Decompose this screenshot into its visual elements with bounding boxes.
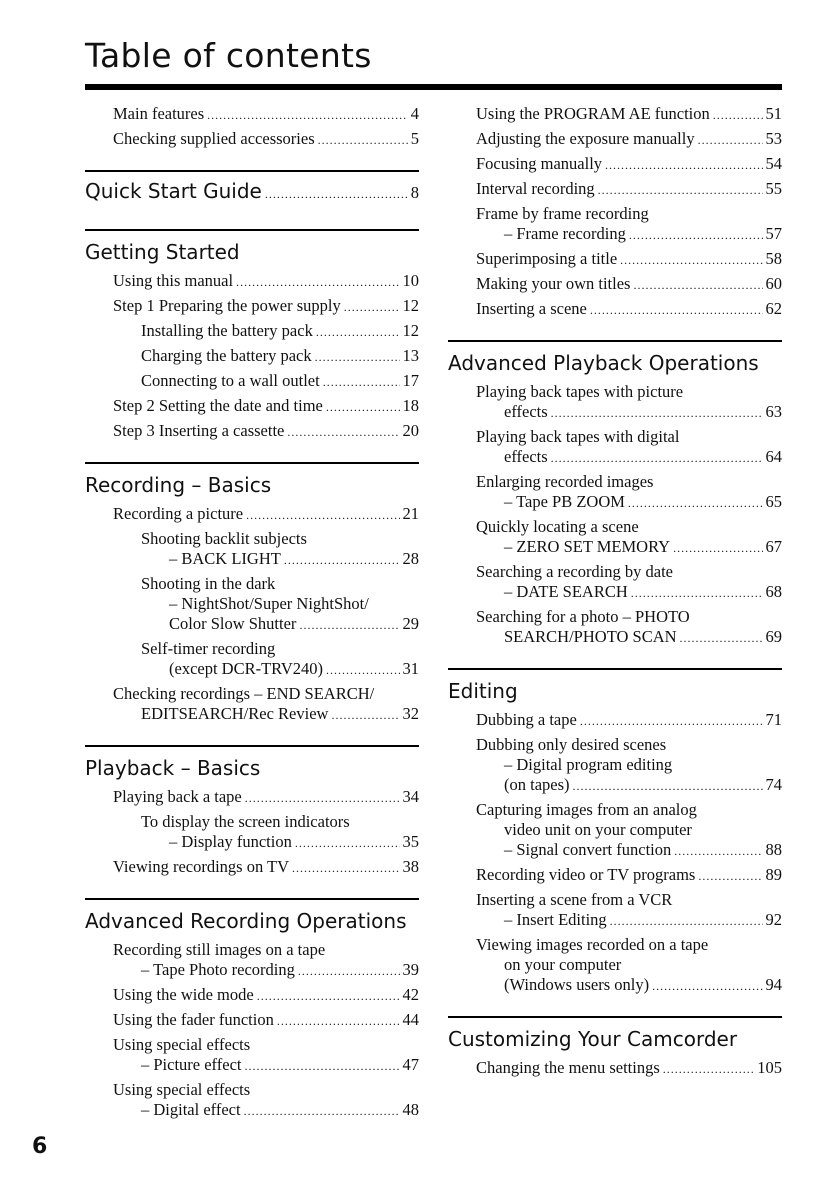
- toc-entry[interactable]: Changing the menu settings ..... 105: [476, 1058, 782, 1079]
- toc-entry[interactable]: Step 1 Preparing the power supply ..... 12: [113, 296, 419, 317]
- section-heading-customizing: Customizing Your Camcorder: [448, 1027, 738, 1051]
- toc-entry[interactable]: Searching a recording by date – DATE SEARCH ..... 68: [476, 562, 782, 603]
- toc-entry[interactable]: Using the fader function ..... 44: [113, 1010, 419, 1031]
- toc-entry[interactable]: Viewing recordings on TV ..... 38: [113, 857, 419, 878]
- toc-right-column: [448, 100, 782, 1079]
- section-heading-playback-basics: Playback – Basics: [85, 756, 261, 780]
- toc-entry[interactable]: Recording still images on a tape – Tape Photo recording ..... 39: [113, 940, 419, 981]
- toc-entry[interactable]: Playing back a tape ..... 34: [113, 787, 419, 808]
- toc-entry[interactable]: Capturing images from an analog video unit on your computer – Signal convert function ..... 88: [476, 800, 782, 861]
- toc-entry[interactable]: Connecting to a wall outlet ..... 17: [141, 371, 419, 392]
- toc-entry[interactable]: Shooting backlit subjects – BACK LIGHT ..... 28: [141, 529, 419, 570]
- toc-left-column: [85, 100, 419, 1121]
- toc-entry[interactable]: Playing back tapes with picture effects ..... 63: [476, 382, 782, 423]
- toc-entry[interactable]: Searching for a photo – PHOTO SEARCH/PHOTO SCAN ..... 69: [476, 607, 782, 648]
- toc-entry[interactable]: Inserting a scene from a VCR – Insert Editing ..... 92: [476, 890, 782, 931]
- section-heading-advanced-playback: Advanced Playback Operations: [448, 351, 759, 375]
- toc-entry[interactable]: Using special effects – Digital effect ..... 48: [113, 1080, 419, 1121]
- toc-entry[interactable]: Installing the battery pack ..... 12: [141, 321, 419, 342]
- toc-entry[interactable]: Playing back tapes with digital effects ..... 64: [476, 427, 782, 468]
- toc-entry[interactable]: Superimposing a title ..... 58: [476, 249, 782, 270]
- section-heading-editing: Editing: [448, 679, 518, 703]
- toc-page-number: 5: [410, 129, 419, 148]
- toc-entry[interactable]: Recording a picture ..... 21: [113, 504, 419, 525]
- toc-entry[interactable]: Adjusting the exposure manually ..... 53: [476, 129, 782, 150]
- section-rule: [85, 229, 419, 231]
- section-rule: [448, 1016, 782, 1018]
- toc-entry[interactable]: Using the PROGRAM AE function ..... 51: [476, 104, 782, 125]
- toc-entry[interactable]: Inserting a scene ..... 62: [476, 299, 782, 320]
- toc-entry-text: Checking supplied accessories: [113, 129, 315, 148]
- toc-entry[interactable]: Self-timer recording (except DCR-TRV240) ..... 31: [141, 639, 419, 680]
- page-title: Table of contents: [85, 36, 372, 75]
- toc-entry[interactable]: Focusing manually ..... 54: [476, 154, 782, 175]
- toc-entry[interactable]: Step 3 Inserting a cassette ..... 20: [113, 421, 419, 442]
- section-heading-getting-started: Getting Started: [85, 240, 240, 264]
- toc-entry[interactable]: Quickly locating a scene – ZERO SET MEMORY ..... 67: [476, 517, 782, 558]
- toc-entry[interactable]: Checking recordings – END SEARCH/ EDITSEARCH/Rec Review ..... 32: [113, 684, 419, 725]
- section-rule: [448, 340, 782, 342]
- toc-entry[interactable]: Interval recording ..... 55: [476, 179, 782, 200]
- toc-entry[interactable]: Viewing images recorded on a tape on your computer (Windows users only) ..... 94: [476, 935, 782, 996]
- section-rule: [85, 745, 419, 747]
- section-rule: [85, 462, 419, 464]
- section-heading-quick-start[interactable]: Quick Start Guide ..... 8: [85, 178, 419, 207]
- toc-entry[interactable]: Using this manual ..... 10: [113, 271, 419, 292]
- toc-entry-text: Main features: [113, 104, 205, 123]
- toc-entry[interactable]: Enlarging recorded images – Tape PB ZOOM ..... 65: [476, 472, 782, 513]
- toc-entry[interactable]: [113, 129, 419, 150]
- toc-entry[interactable]: [113, 104, 419, 125]
- section-heading-recording-basics: Recording – Basics: [85, 473, 272, 497]
- toc-page-number: 4: [410, 104, 419, 123]
- section-rule: [448, 668, 782, 670]
- title-rule: [85, 84, 782, 90]
- page-number: 6: [32, 1134, 48, 1159]
- toc-entry[interactable]: Recording video or TV programs ..... 89: [476, 865, 782, 886]
- toc-entry[interactable]: Using special effects – Picture effect ..... 47: [113, 1035, 419, 1076]
- toc-entry[interactable]: Dubbing a tape ..... 71: [476, 710, 782, 731]
- toc-entry[interactable]: Charging the battery pack ..... 13: [141, 346, 419, 367]
- toc-entry[interactable]: Step 2 Setting the date and time ..... 18: [113, 396, 419, 417]
- section-rule: [85, 170, 419, 172]
- toc-entry[interactable]: Making your own titles ..... 60: [476, 274, 782, 295]
- toc-page-number: 8: [410, 183, 419, 202]
- toc-entry[interactable]: Shooting in the dark – NightShot/Super NightShot/ Color Slow Shutter ..... 29: [141, 574, 419, 635]
- toc-entry[interactable]: Dubbing only desired scenes – Digital program editing (on tapes) ..... 74: [476, 735, 782, 796]
- toc-entry[interactable]: Using the wide mode ..... 42: [113, 985, 419, 1006]
- section-rule: [85, 898, 419, 900]
- section-heading-advanced-recording: Advanced Recording Operations: [85, 909, 407, 933]
- toc-entry[interactable]: Frame by frame recording – Frame recording ..... 57: [476, 204, 782, 245]
- toc-entry[interactable]: To display the screen indicators – Display function ..... 35: [141, 812, 419, 853]
